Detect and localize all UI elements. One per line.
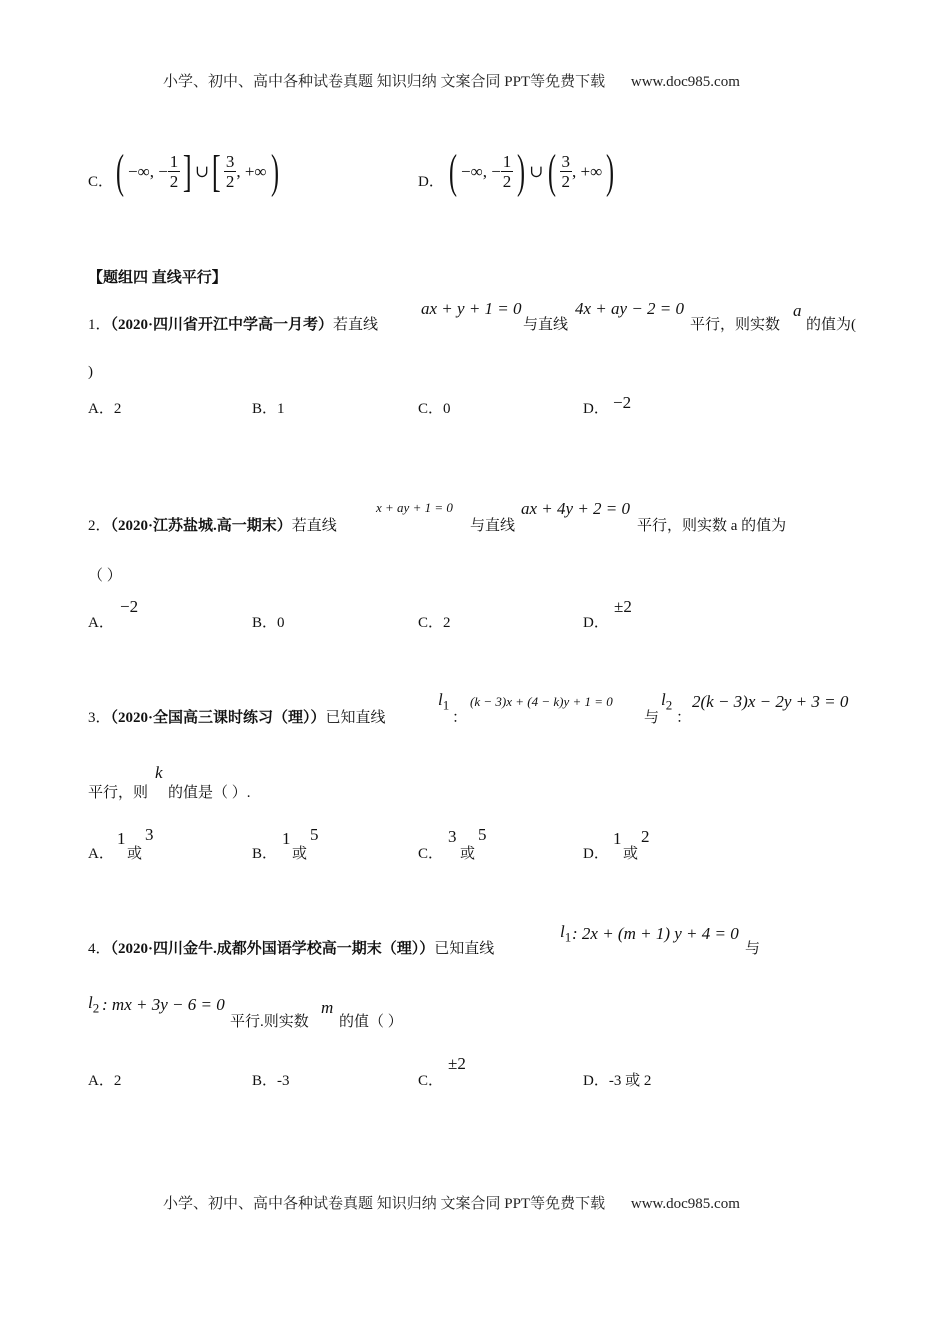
prev-option-d-expr: ( −∞, − $\frac{1}{2}$ ) ∪ ( $\frac{3}{2}$ , +∞ ) bbox=[448, 145, 615, 198]
q2-option-d-math: ±2 bbox=[614, 597, 632, 616]
q3-eq2: 2(k − 3)x − 2y + 3 = 0 bbox=[692, 692, 849, 711]
q3-option-c-or: 或 bbox=[460, 846, 476, 862]
fraction: $\frac{1}{2}$ bbox=[169, 152, 179, 191]
q2-eq2: ax + 4y + 2 = 0 bbox=[521, 499, 631, 518]
q2-text3: 平行，则实数 a 的值为 bbox=[637, 518, 787, 534]
left-paren: ( bbox=[547, 145, 556, 198]
q3-option-a-or: 或 bbox=[127, 846, 143, 862]
right-paren: ) bbox=[606, 145, 615, 198]
q1-text2: 与直线 bbox=[523, 317, 569, 333]
q3-option-a-x: 1 bbox=[117, 829, 126, 848]
q2-text2: 与直线 bbox=[470, 518, 516, 534]
q2-text4: （ ） bbox=[88, 568, 122, 584]
prev-option-c-expr: ( −∞, − $\frac{1}{2}$ ] ∪ [ $\frac{3}{2}$ , +∞ ) bbox=[115, 145, 279, 198]
q1-text3: 平行，则实数 bbox=[690, 317, 781, 333]
q2-source: （2020·江苏盐城.高一期末） bbox=[110, 518, 292, 534]
q3-option-b-label: B． bbox=[252, 846, 278, 862]
q3-option-a-label: A． bbox=[88, 846, 114, 862]
right-bracket: ] bbox=[183, 147, 193, 196]
q2-option-b: B．0 bbox=[252, 615, 285, 631]
q2-option-a-label: A． bbox=[88, 615, 114, 631]
q3-option-b-x: 1 bbox=[282, 829, 291, 848]
q4-option-c-math: ±2 bbox=[448, 1054, 466, 1073]
section-title: 【题组四 直线平行】 bbox=[88, 270, 227, 286]
prev-option-d-label: D． bbox=[418, 174, 444, 190]
left-paren: ( bbox=[115, 145, 124, 198]
q4-text4: 的值（ ） bbox=[339, 1014, 403, 1030]
q2-option-c: C．2 bbox=[418, 615, 451, 631]
q2-eq1: x + ay + 1 = 0 bbox=[376, 500, 453, 515]
header-url: www.doc985.com bbox=[630, 74, 740, 90]
left-bracket: [ bbox=[212, 147, 221, 196]
q4-line1: 4．（2020·四川金牛.成都外国语学校高一期末（理））已知直线 bbox=[88, 941, 495, 957]
q1-line1: 1．（2020·四川省开江中学高一月考）若直线 bbox=[88, 317, 379, 333]
q4-eq2: : mx + 3y − 6 = 0 bbox=[102, 995, 225, 1014]
q3-option-c-x: 3 bbox=[448, 827, 457, 846]
q4-eq1-l1: $l_1$ bbox=[560, 922, 572, 945]
fraction: $\frac{3}{2}$ bbox=[225, 152, 235, 191]
q1-eq1: ax + y + 1 = 0 bbox=[421, 299, 522, 318]
q1-text4: 的值为( bbox=[806, 317, 856, 333]
page-footer bbox=[163, 1192, 740, 1213]
q1-option-d-math: −2 bbox=[613, 393, 632, 412]
q3-l2: $l_2$ bbox=[661, 690, 673, 713]
header-text: 小学、初中、高中各种试卷真题 知识归纳 文案合同 PPT等免费下载 bbox=[163, 74, 606, 90]
q3-colon: ： bbox=[452, 710, 468, 726]
left-paren: ( bbox=[448, 145, 457, 198]
q4-option-b: B．-3 bbox=[252, 1073, 290, 1089]
q4-var: m bbox=[321, 998, 334, 1017]
q1-eq2: 4x + ay − 2 = 0 bbox=[575, 299, 685, 318]
q1-text5: ) bbox=[88, 364, 93, 380]
q4-text2: 与 bbox=[745, 941, 761, 957]
right-paren: ) bbox=[517, 145, 526, 198]
q4-eq1: : 2x + (m + 1) y + 4 = 0 bbox=[572, 924, 739, 943]
fraction: $\frac{3}{2}$ bbox=[561, 152, 570, 191]
q3-var: k bbox=[155, 763, 163, 782]
footer-url: www.doc985.com bbox=[630, 1196, 740, 1212]
fraction: $\frac{1}{2}$ bbox=[502, 152, 512, 191]
q4-eq2-l2: $l_2$ bbox=[88, 993, 100, 1016]
q3-option-b-or: 或 bbox=[292, 846, 308, 862]
page-header bbox=[163, 70, 740, 91]
q3-option-d-x: 1 bbox=[613, 829, 622, 848]
q1-option-b: B．1 bbox=[252, 401, 285, 417]
q1-option-d: D． bbox=[583, 401, 609, 417]
q4-source: （2020·四川金牛.成都外国语学校高一期末（理）） bbox=[110, 941, 435, 957]
q3-option-c-y: 5 bbox=[478, 825, 487, 844]
q4-option-d: D．-3 或 2 bbox=[583, 1073, 652, 1089]
q3-option-d-label: D． bbox=[583, 846, 609, 862]
q3-option-b-y: 5 bbox=[310, 825, 319, 844]
prev-option-c-label: C． bbox=[88, 174, 114, 190]
q2-option-d-label: D． bbox=[583, 615, 609, 631]
q2-option-a-math: −2 bbox=[120, 597, 139, 616]
q1-option-a: A．2 bbox=[88, 401, 122, 417]
q3-colon2: ： bbox=[676, 710, 692, 726]
q1-var: a bbox=[793, 301, 802, 320]
q3-eq1: (k − 3)x + (4 − k)y + 1 = 0 bbox=[470, 694, 613, 709]
q3-option-a-y: 3 bbox=[145, 825, 154, 844]
q1-option-c: C．0 bbox=[418, 401, 451, 417]
q3-l1: $l_1$ bbox=[438, 690, 450, 713]
q4-option-a: A．2 bbox=[88, 1073, 122, 1089]
q3-option-d-y: 2 bbox=[641, 827, 650, 846]
footer-text: 小学、初中、高中各种试卷真题 知识归纳 文案合同 PPT等免费下载 bbox=[163, 1196, 606, 1212]
q3-option-d-or: 或 bbox=[623, 846, 639, 862]
q3-source: （2020·全国高三课时练习（理）） bbox=[110, 710, 326, 726]
right-paren: ) bbox=[270, 145, 279, 198]
q4-option-c-label: C． bbox=[418, 1073, 444, 1089]
q4-text3: 平行.则实数 bbox=[230, 1014, 309, 1030]
q2-line1: 2．（2020·江苏盐城.高一期末）若直线 bbox=[88, 518, 337, 534]
q1-source: （2020·四川省开江中学高一月考） bbox=[110, 317, 334, 333]
q3-text2: 与 bbox=[644, 710, 660, 726]
q3-text3: 平行，则 bbox=[88, 785, 149, 801]
q3-line1: 3．（2020·全国高三课时练习（理））已知直线 bbox=[88, 710, 386, 726]
q3-text4: 的值是（ ）. bbox=[168, 785, 251, 801]
q3-option-c-label: C． bbox=[418, 846, 444, 862]
